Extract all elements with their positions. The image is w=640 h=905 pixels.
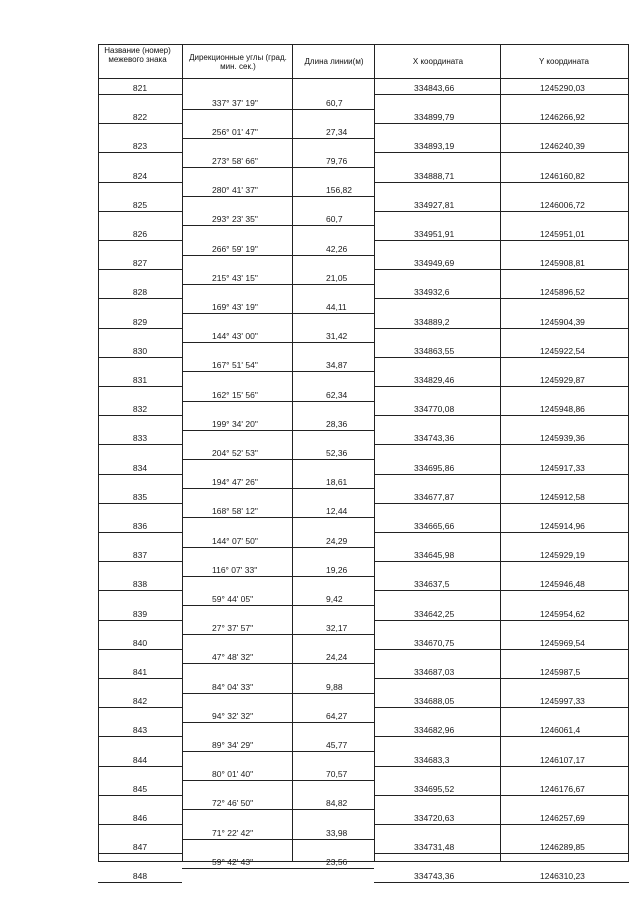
- point-row-rule: [98, 532, 182, 533]
- point-name: 842: [132, 696, 148, 707]
- point-name: 822: [132, 112, 148, 123]
- direction-angle: 168° 58' 12": [212, 506, 258, 517]
- point-row-rule: [374, 707, 629, 708]
- y-coordinate: 1246310,23: [540, 871, 585, 882]
- y-coordinate: 1246289,85: [540, 842, 585, 853]
- x-coordinate: 334949,69: [414, 258, 455, 269]
- point-name: 839: [132, 608, 148, 619]
- x-coordinate: 334743,36: [414, 871, 455, 882]
- point-name: 833: [132, 433, 148, 444]
- point-row-rule: [374, 240, 629, 241]
- x-coordinate: 334843,66: [414, 83, 455, 93]
- point-name: 840: [132, 637, 148, 648]
- y-coordinate: 1245954,62: [540, 608, 585, 619]
- line-length: 24,24: [326, 652, 348, 663]
- direction-angle: 27° 37' 57": [212, 623, 254, 634]
- direction-angle: 337° 37' 19": [212, 97, 258, 108]
- segment-row-rule: [182, 459, 374, 460]
- x-coordinate: 334683,3: [414, 754, 450, 765]
- x-coordinate: 334665,66: [414, 521, 455, 531]
- point-name: 838: [132, 579, 148, 590]
- x-coordinate: 334731,48: [414, 842, 455, 853]
- point-row-rule: [98, 620, 182, 621]
- direction-angle: 204° 52' 53": [212, 448, 258, 458]
- segment-row-rule: [182, 196, 374, 197]
- x-coordinate: 334720,63: [414, 813, 455, 823]
- segment-row-rule: [182, 751, 374, 752]
- y-coordinate: 1245951,01: [540, 229, 585, 239]
- point-name: 844: [132, 754, 148, 765]
- direction-angle: 266° 59' 19": [212, 243, 258, 254]
- y-coordinate: 1245912,58: [540, 491, 585, 502]
- line-length: 34,87: [326, 360, 348, 371]
- x-coordinate: 334829,46: [414, 375, 455, 385]
- point-row-rule: [374, 736, 629, 737]
- y-coordinate: 1245997,33: [540, 696, 585, 707]
- point-name: 835: [132, 491, 148, 502]
- point-row-rule: [98, 152, 182, 153]
- point-name: 830: [132, 345, 148, 356]
- point-row-rule: [374, 123, 629, 124]
- point-name: 848: [132, 871, 148, 882]
- x-coordinate: 334695,86: [414, 462, 455, 473]
- point-row-rule: [98, 240, 182, 241]
- point-row-rule: [374, 386, 629, 387]
- x-coordinate: 334863,55: [414, 345, 455, 356]
- point-row-rule: [374, 357, 629, 358]
- x-coordinate: 334682,96: [414, 725, 455, 736]
- header-rule: [98, 78, 629, 79]
- line-length: 44,11: [326, 302, 347, 312]
- segment-row-rule: [182, 371, 374, 372]
- segment-row-rule: [182, 605, 374, 606]
- y-coordinate: 1246061,4: [540, 725, 581, 736]
- direction-angle: 80° 01' 40": [212, 769, 254, 780]
- point-name: 824: [132, 170, 148, 181]
- y-coordinate: 1245896,52: [540, 287, 585, 298]
- y-coordinate: 1246257,69: [540, 813, 585, 823]
- point-row-rule: [98, 503, 182, 504]
- segment-row-rule: [182, 488, 374, 489]
- y-coordinate: 1246160,82: [540, 170, 585, 181]
- point-row-rule: [374, 269, 629, 270]
- point-row-rule: [374, 649, 629, 650]
- segment-row-rule: [182, 634, 374, 635]
- segment-row-rule: [182, 693, 374, 694]
- point-row-rule: [98, 211, 182, 212]
- direction-angle: 89° 34' 29": [212, 740, 254, 750]
- point-row-rule: [98, 882, 182, 883]
- line-length: 45,77: [326, 740, 348, 750]
- point-row-rule: [98, 707, 182, 708]
- x-coordinate: 334695,52: [414, 783, 455, 794]
- point-row-rule: [374, 678, 629, 679]
- direction-angle: 162° 15' 56": [212, 389, 258, 400]
- x-coordinate: 334645,98: [414, 550, 455, 561]
- x-coordinate: 334677,87: [414, 491, 455, 502]
- point-row-rule: [98, 328, 182, 329]
- line-length: 28,36: [326, 418, 348, 429]
- line-length: 27,34: [326, 126, 348, 137]
- x-coordinate: 334688,05: [414, 696, 455, 707]
- direction-angle: 167° 51' 54": [212, 360, 258, 371]
- x-coordinate: 334932,6: [414, 287, 450, 298]
- line-length: 33,98: [326, 827, 348, 838]
- line-length: 24,29: [326, 535, 348, 546]
- direction-angle: 169° 43' 19": [212, 302, 258, 312]
- line-length: 31,42: [326, 331, 348, 342]
- line-length: 84,82: [326, 798, 348, 809]
- point-row-rule: [374, 415, 629, 416]
- point-name: 825: [132, 199, 148, 210]
- x-coordinate: 334637,5: [414, 579, 450, 590]
- x-coordinate: 334899,79: [414, 112, 455, 123]
- line-length: 64,27: [326, 710, 348, 721]
- y-coordinate: 1245946,48: [540, 579, 585, 590]
- segment-row-rule: [182, 401, 374, 402]
- segment-row-rule: [182, 576, 374, 577]
- column-rule: [98, 44, 99, 861]
- segment-row-rule: [182, 547, 374, 548]
- y-coordinate: 1245987,5: [540, 667, 581, 677]
- y-coordinate: 1246006,72: [540, 199, 585, 210]
- direction-angle: 84° 04' 33": [212, 681, 254, 692]
- point-row-rule: [98, 649, 182, 650]
- point-row-rule: [374, 620, 629, 621]
- point-row-rule: [374, 328, 629, 329]
- x-coordinate: 334888,71: [414, 170, 455, 181]
- y-coordinate: 1245939,36: [540, 433, 585, 444]
- segment-row-rule: [182, 284, 374, 285]
- point-name: 836: [132, 521, 148, 531]
- point-row-rule: [374, 532, 629, 533]
- header-y-coordinate: Y координата: [538, 57, 590, 66]
- y-coordinate: 1245969,54: [540, 637, 585, 648]
- point-name: 841: [132, 667, 148, 677]
- point-name: 834: [132, 462, 148, 473]
- segment-row-rule: [182, 225, 374, 226]
- y-coordinate: 1245904,39: [540, 316, 585, 327]
- point-row-rule: [374, 853, 629, 854]
- header-angle: Дирекционные углы (град. мин. сек.): [189, 53, 287, 71]
- segment-row-rule: [182, 663, 374, 664]
- point-row-rule: [98, 182, 182, 183]
- column-rule: [374, 44, 375, 861]
- direction-angle: 71° 22' 42": [212, 827, 254, 838]
- point-row-rule: [98, 678, 182, 679]
- line-length: 70,57: [326, 769, 348, 780]
- line-length: 156,82: [326, 185, 352, 196]
- point-row-rule: [98, 269, 182, 270]
- point-row-rule: [98, 94, 182, 95]
- line-length: 9,42: [326, 594, 343, 604]
- x-coordinate: 334770,08: [414, 404, 455, 415]
- y-coordinate: 1246176,67: [540, 783, 585, 794]
- point-name: 846: [132, 813, 148, 823]
- segment-row-rule: [182, 517, 374, 518]
- direction-angle: 273° 58' 66": [212, 156, 258, 166]
- line-length: 12,44: [326, 506, 348, 517]
- segment-row-rule: [182, 722, 374, 723]
- point-row-rule: [374, 474, 629, 475]
- point-row-rule: [374, 94, 629, 95]
- line-length: 42,26: [326, 243, 348, 254]
- line-length: 18,61: [326, 477, 348, 488]
- point-name: 847: [132, 842, 148, 853]
- y-coordinate: 1245290,03: [540, 83, 585, 93]
- point-row-rule: [98, 357, 182, 358]
- point-row-rule: [98, 561, 182, 562]
- point-row-rule: [374, 444, 629, 445]
- line-length: 19,26: [326, 564, 348, 575]
- y-coordinate: 1245908,81: [540, 258, 585, 269]
- point-row-rule: [374, 882, 629, 883]
- direction-angle: 215° 43' 15": [212, 272, 258, 283]
- point-row-rule: [98, 298, 182, 299]
- line-length: 21,05: [326, 272, 348, 283]
- direction-angle: 94° 32' 32": [212, 710, 254, 721]
- direction-angle: 256° 01' 47": [212, 126, 258, 137]
- column-rule: [628, 44, 629, 861]
- point-name: 837: [132, 550, 148, 561]
- segment-row-rule: [182, 255, 374, 256]
- point-row-rule: [98, 123, 182, 124]
- segment-row-rule: [182, 138, 374, 139]
- point-row-rule: [374, 824, 629, 825]
- x-coordinate: 334670,75: [414, 637, 455, 648]
- segment-row-rule: [182, 780, 374, 781]
- point-row-rule: [374, 795, 629, 796]
- segment-row-rule: [182, 430, 374, 431]
- header-length: Длина линии(м): [304, 57, 364, 66]
- point-row-rule: [374, 766, 629, 767]
- segment-row-rule: [182, 839, 374, 840]
- column-rule: [500, 44, 501, 861]
- y-coordinate: 1245929,87: [540, 375, 585, 385]
- segment-row-rule: [182, 809, 374, 810]
- segment-row-rule: [182, 313, 374, 314]
- y-coordinate: 1245914,96: [540, 521, 585, 531]
- direction-angle: 47° 48' 32": [212, 652, 254, 663]
- line-length: 62,34: [326, 389, 348, 400]
- point-name: 829: [132, 316, 148, 327]
- point-row-rule: [98, 824, 182, 825]
- point-name: 826: [132, 229, 148, 239]
- table-bottom-rule: [98, 861, 629, 862]
- y-coordinate: 1246266,92: [540, 112, 585, 123]
- x-coordinate: 334743,36: [414, 433, 455, 444]
- line-length: 79,76: [326, 156, 348, 166]
- point-row-rule: [374, 298, 629, 299]
- point-row-rule: [374, 182, 629, 183]
- point-row-rule: [374, 590, 629, 591]
- y-coordinate: 1246107,17: [540, 754, 585, 765]
- x-coordinate: 334927,81: [414, 199, 455, 210]
- table-top-rule: [98, 44, 629, 45]
- point-name: 843: [132, 725, 148, 736]
- point-row-rule: [374, 503, 629, 504]
- point-row-rule: [98, 444, 182, 445]
- point-row-rule: [98, 766, 182, 767]
- point-name: 821: [132, 83, 148, 93]
- line-length: 32,17: [326, 623, 348, 634]
- direction-angle: 194° 47' 26": [212, 477, 258, 488]
- point-row-rule: [98, 415, 182, 416]
- segment-row-rule: [182, 167, 374, 168]
- point-name: 845: [132, 783, 148, 794]
- point-row-rule: [374, 211, 629, 212]
- header-x-coordinate: X координата: [412, 57, 464, 66]
- header-name: Название (номер) межевого знака: [104, 46, 171, 64]
- direction-angle: 144° 43' 00": [212, 331, 258, 342]
- direction-angle: 280° 41' 37": [212, 185, 258, 196]
- point-row-rule: [98, 590, 182, 591]
- point-name: 827: [132, 258, 148, 269]
- point-name: 828: [132, 287, 148, 298]
- direction-angle: 199° 34' 20": [212, 418, 258, 429]
- segment-row-rule: [182, 109, 374, 110]
- point-row-rule: [98, 853, 182, 854]
- segment-row-rule: [182, 868, 374, 869]
- segment-row-rule: [182, 342, 374, 343]
- point-name: 831: [132, 375, 148, 385]
- line-length: 60,7: [326, 214, 343, 225]
- y-coordinate: 1246240,39: [540, 141, 585, 152]
- point-row-rule: [98, 474, 182, 475]
- x-coordinate: 334893,19: [414, 141, 455, 152]
- direction-angle: 72° 46' 50": [212, 798, 254, 809]
- direction-angle: 293° 23' 35": [212, 214, 258, 225]
- x-coordinate: 334889,2: [414, 316, 450, 327]
- point-row-rule: [374, 152, 629, 153]
- point-row-rule: [374, 561, 629, 562]
- x-coordinate: 334951,91: [414, 229, 455, 239]
- x-coordinate: 334642,25: [414, 608, 455, 619]
- y-coordinate: 1245922,54: [540, 345, 585, 356]
- point-row-rule: [98, 386, 182, 387]
- y-coordinate: 1245948,86: [540, 404, 585, 415]
- line-length: 52,36: [326, 448, 348, 458]
- point-name: 823: [132, 141, 148, 152]
- point-name: 832: [132, 404, 148, 415]
- line-length: 60,7: [326, 97, 343, 108]
- line-length: 9,88: [326, 681, 343, 692]
- point-row-rule: [98, 795, 182, 796]
- direction-angle: 116° 07' 33": [212, 564, 258, 575]
- point-row-rule: [98, 736, 182, 737]
- x-coordinate: 334687,03: [414, 667, 455, 677]
- direction-angle: 59° 44' 05": [212, 594, 254, 604]
- y-coordinate: 1245929,19: [540, 550, 585, 561]
- y-coordinate: 1245917,33: [540, 462, 585, 473]
- direction-angle: 144° 07' 50": [212, 535, 258, 546]
